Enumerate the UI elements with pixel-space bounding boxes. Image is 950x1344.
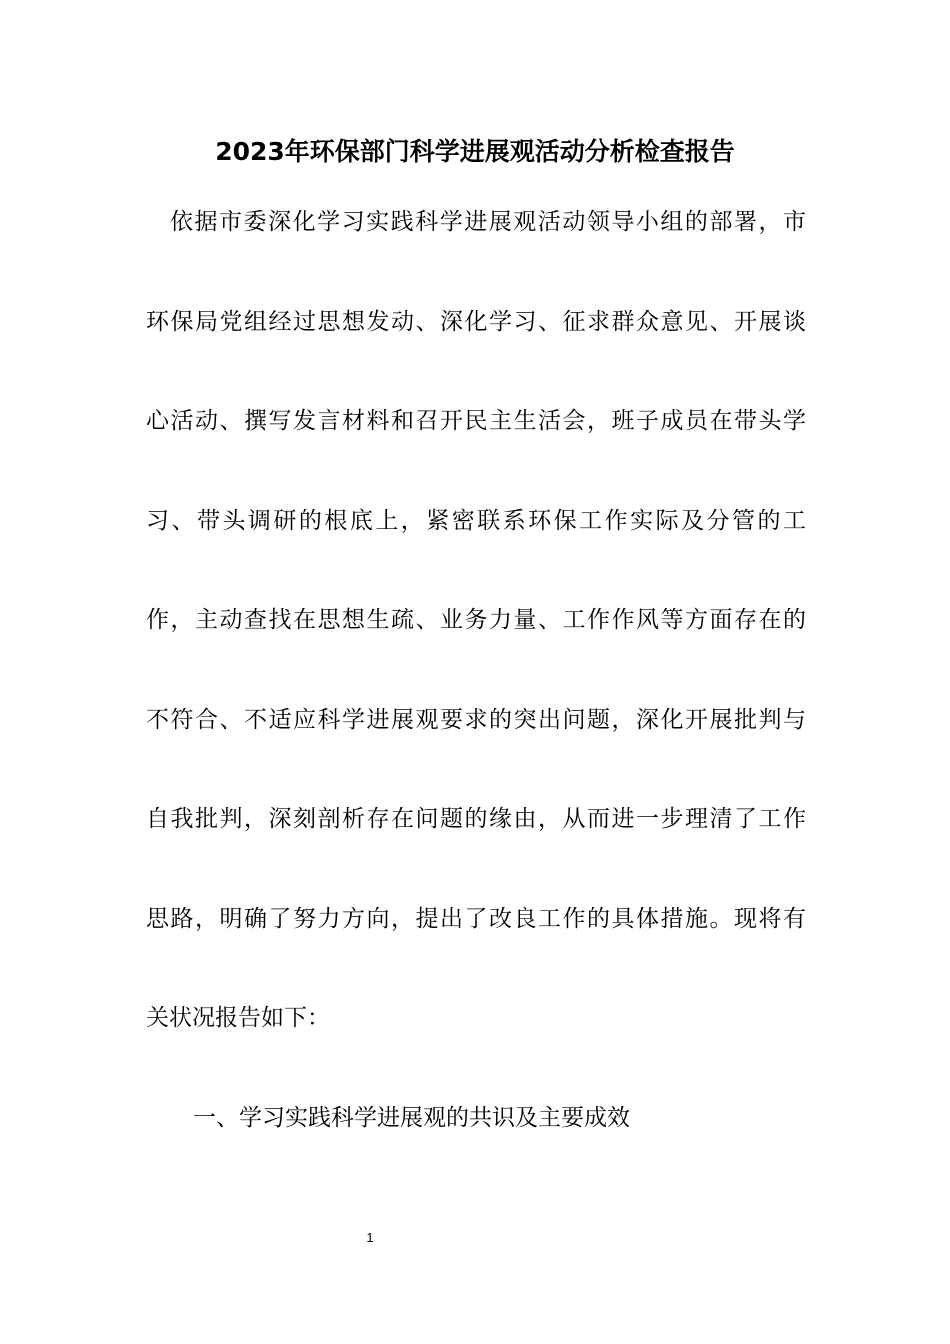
paragraph-line: 自我批判，深刻剖析存在问题的缘由，从而进一步理清了工作 (146, 806, 806, 832)
paragraph-line: 心活动、撰写发言材料和召开民主生活会，班子成员在带头学 (146, 408, 806, 434)
section-heading: 一、学习实践科学进展观的共识及主要成效 (193, 1105, 630, 1131)
paragraph-line: 环保局党组经过思想发动、深化学习、征求群众意见、开展谈 (146, 309, 806, 335)
page-number: 1 (366, 1230, 374, 1245)
paragraph-line: 依据市委深化学习实践科学进展观活动领导小组的部署，市 (170, 209, 806, 235)
paragraph-line: 习、带头调研的根底上，紧密联系环保工作实际及分管的工 (146, 508, 806, 534)
paragraph-line: 思路，明确了努力方向，提出了改良工作的具体措施。现将有 (146, 906, 806, 932)
paragraph-line: 关状况报告如下： (146, 1005, 330, 1031)
paragraph-line: 作，主动查找在思想生疏、业务力量、工作作风等方面存在的 (146, 607, 806, 633)
document-title: 2023年环保部门科学进展观活动分析检查报告 (215, 137, 735, 166)
paragraph-line: 不符合、不适应科学进展观要求的突出问题，深化开展批判与 (146, 707, 806, 733)
